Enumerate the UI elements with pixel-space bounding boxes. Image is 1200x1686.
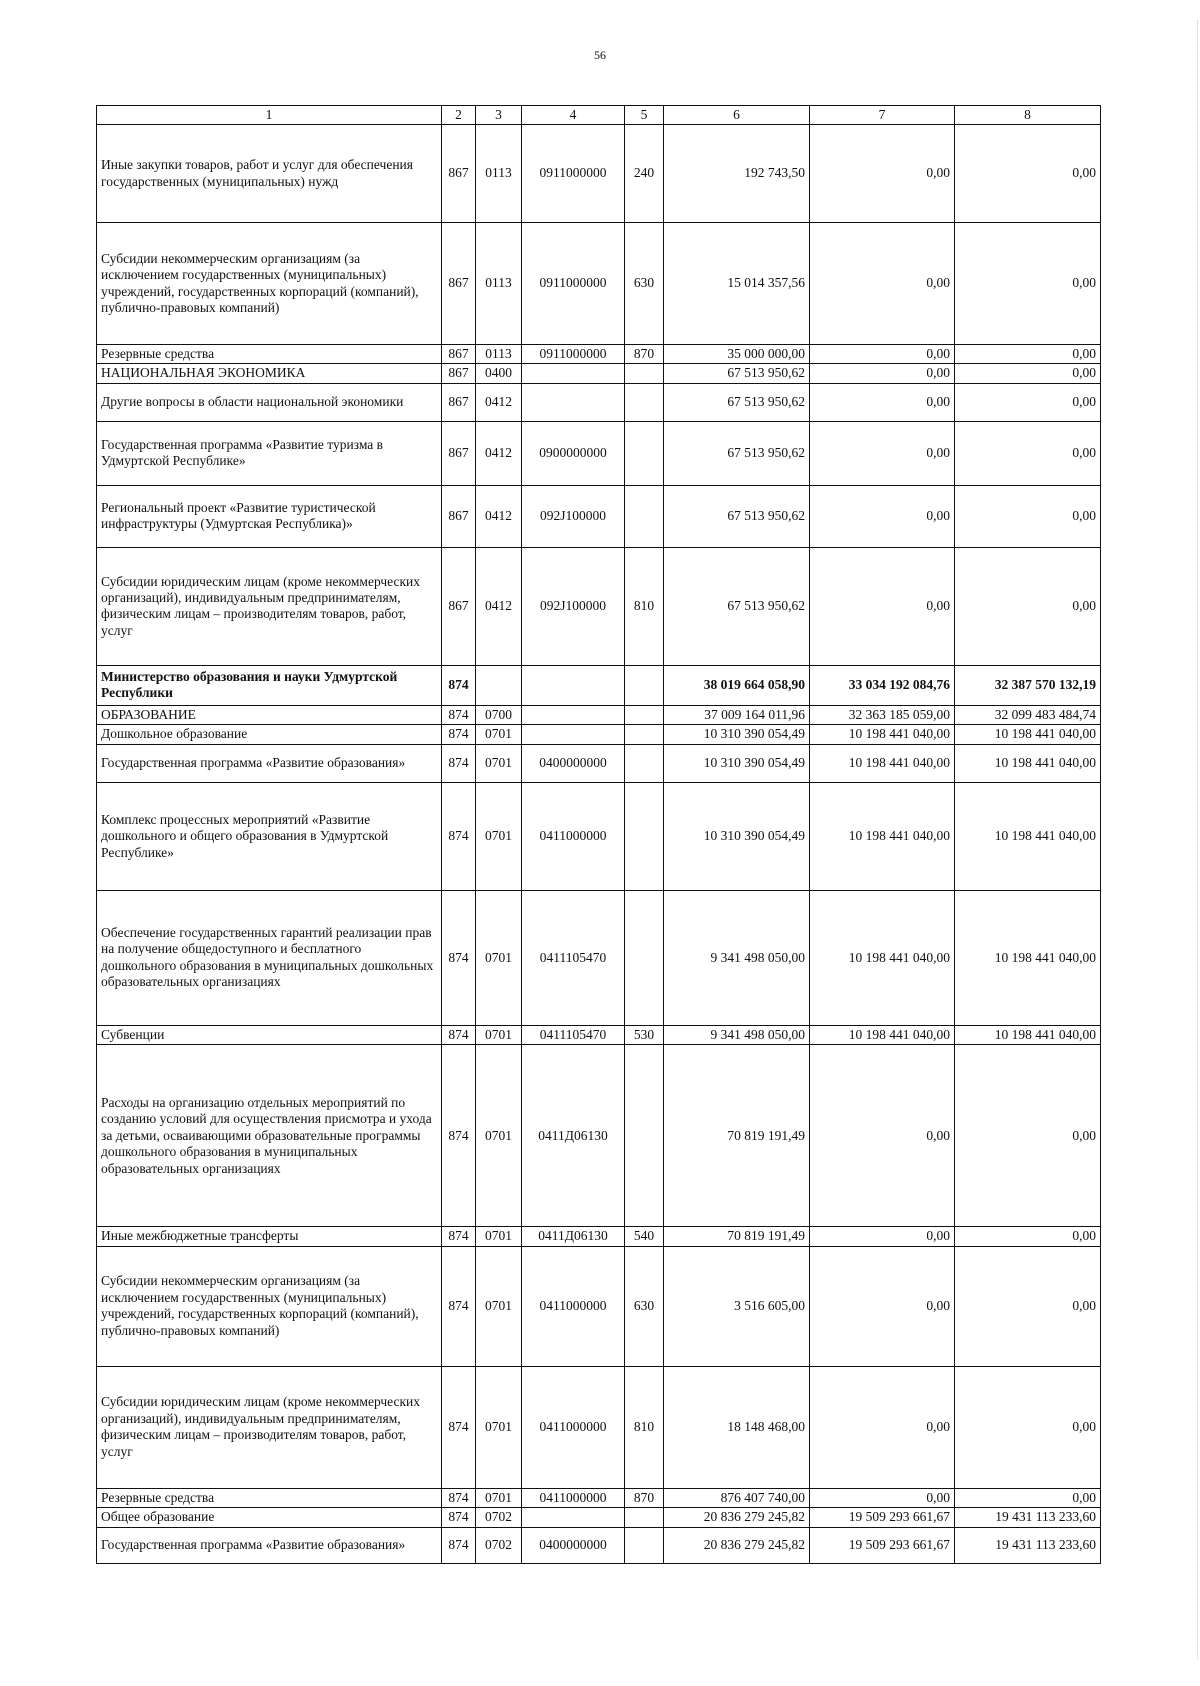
table-row [97,1227,1101,1246]
cell-chapter: 867 [442,547,476,665]
cell-amount-2: 0,00 [810,364,955,383]
cell-amount-2: 10 198 441 040,00 [810,1025,955,1044]
cell-chapter: 867 [442,223,476,345]
cell-amount-2: 0,00 [810,125,955,223]
cell-section: 0701 [476,890,522,1025]
cell-kind [625,782,664,890]
table-row [97,725,1101,744]
column-header: 7 [810,106,955,125]
cell-chapter: 874 [442,1366,476,1488]
cell-chapter: 874 [442,1025,476,1044]
cell-kind [625,383,664,421]
table-row [97,364,1101,383]
cell-amount-1: 15 014 357,56 [664,223,810,345]
cell-chapter: 874 [442,725,476,744]
cell-amount-3: 0,00 [955,547,1101,665]
cell-chapter: 867 [442,485,476,547]
table-row-ministry [97,665,1101,705]
cell-section: 0113 [476,125,522,223]
row-name: Субсидии юридическим лицам (кроме некоммерческих организаций), индивидуальным предпринимателям, физическим лицам – производителям товаров, работ, услуг [97,1366,442,1488]
column-header: 4 [522,106,625,125]
row-name: Другие вопросы в области национальной экономики [97,383,442,421]
cell-section: 0412 [476,485,522,547]
row-name: Субвенции [97,1025,442,1044]
scan-edge-marks [1191,20,1198,1660]
cell-target: 0400000000 [522,1527,625,1563]
cell-amount-1: 35 000 000,00 [664,345,810,364]
cell-section: 0701 [476,1366,522,1488]
cell-chapter: 874 [442,1045,476,1227]
cell-chapter: 874 [442,782,476,890]
table-row [97,383,1101,421]
table-row [97,547,1101,665]
cell-amount-1: 3 516 605,00 [664,1246,810,1366]
cell-target: 0900000000 [522,421,625,485]
cell-kind [625,1045,664,1227]
cell-chapter: 867 [442,364,476,383]
cell-amount-1: 18 148 468,00 [664,1366,810,1488]
cell-section: 0701 [476,1025,522,1044]
cell-amount-2: 0,00 [810,223,955,345]
cell-chapter: 874 [442,1488,476,1507]
cell-amount-2: 0,00 [810,421,955,485]
row-name: Субсидии некоммерческим организациям (за исключением государственных (муниципальных) учреждений, государственных корпораций (компаний), публично-правовых компаний) [97,223,442,345]
cell-chapter: 874 [442,1527,476,1563]
cell-amount-1: 9 341 498 050,00 [664,1025,810,1044]
table-row [97,782,1101,890]
cell-target: 0411Д06130 [522,1227,625,1246]
cell-amount-2: 0,00 [810,547,955,665]
cell-kind [625,890,664,1025]
table-row [97,744,1101,782]
cell-target: 0911000000 [522,125,625,223]
cell-section: 0412 [476,421,522,485]
budget-table [96,105,1101,1564]
row-name: Государственная программа «Развитие образования» [97,1527,442,1563]
cell-amount-1: 20 836 279 245,82 [664,1508,810,1527]
cell-amount-1: 37 009 164 011,96 [664,705,810,724]
row-name: ОБРАЗОВАНИЕ [97,705,442,724]
cell-section: 0700 [476,705,522,724]
row-name: Общее образование [97,1508,442,1527]
cell-amount-2: 32 363 185 059,00 [810,705,955,724]
cell-kind: 240 [625,125,664,223]
cell-section: 0701 [476,782,522,890]
cell-amount-2: 10 198 441 040,00 [810,725,955,744]
table-row [97,485,1101,547]
column-header: 3 [476,106,522,125]
row-name: Министерство образования и науки Удмуртской Республики [97,665,442,705]
table-row [97,345,1101,364]
cell-kind [625,725,664,744]
cell-chapter: 874 [442,1508,476,1527]
cell-kind [625,744,664,782]
cell-target: 0411105470 [522,1025,625,1044]
cell-target [522,1508,625,1527]
cell-amount-3: 0,00 [955,1227,1101,1246]
cell-amount-2: 0,00 [810,1227,955,1246]
cell-section: 0702 [476,1508,522,1527]
cell-amount-2: 19 509 293 661,67 [810,1527,955,1563]
cell-amount-2: 0,00 [810,1366,955,1488]
cell-chapter: 867 [442,125,476,223]
cell-amount-3: 0,00 [955,485,1101,547]
cell-amount-3: 0,00 [955,383,1101,421]
column-header: 1 [97,106,442,125]
cell-chapter: 867 [442,345,476,364]
cell-amount-1: 10 310 390 054,49 [664,744,810,782]
cell-amount-1: 38 019 664 058,90 [664,665,810,705]
cell-kind [625,665,664,705]
cell-section: 0412 [476,547,522,665]
cell-target: 092J100000 [522,547,625,665]
cell-amount-3: 0,00 [955,1045,1101,1227]
cell-section: 0113 [476,223,522,345]
cell-amount-1: 67 513 950,62 [664,383,810,421]
cell-amount-3: 0,00 [955,1246,1101,1366]
cell-section: 0400 [476,364,522,383]
cell-section: 0701 [476,1045,522,1227]
cell-amount-3: 19 431 113 233,60 [955,1527,1101,1563]
cell-kind [625,1527,664,1563]
row-name: Резервные средства [97,1488,442,1507]
cell-kind: 810 [625,547,664,665]
cell-amount-3: 0,00 [955,1488,1101,1507]
column-header: 2 [442,106,476,125]
cell-kind [625,421,664,485]
cell-amount-2: 0,00 [810,1045,955,1227]
row-name: Дошкольное образование [97,725,442,744]
cell-target [522,725,625,744]
cell-amount-2: 10 198 441 040,00 [810,890,955,1025]
table-row [97,1527,1101,1563]
row-name: Иные межбюджетные трансферты [97,1227,442,1246]
row-name: Региональный проект «Развитие туристической инфраструктуры (Удмуртская Республика)» [97,485,442,547]
cell-section: 0701 [476,744,522,782]
cell-amount-3: 10 198 441 040,00 [955,782,1101,890]
cell-section: 0412 [476,383,522,421]
cell-kind [625,364,664,383]
row-name: Субсидии юридическим лицам (кроме некоммерческих организаций), индивидуальным предпринимателям, физическим лицам – производителям товаров, работ, услуг [97,547,442,665]
cell-amount-1: 10 310 390 054,49 [664,782,810,890]
table-row [97,1025,1101,1044]
cell-amount-3: 0,00 [955,125,1101,223]
cell-amount-2: 10 198 441 040,00 [810,744,955,782]
cell-amount-2: 0,00 [810,383,955,421]
cell-target: 0411000000 [522,782,625,890]
cell-kind: 630 [625,1246,664,1366]
cell-amount-3: 32 387 570 132,19 [955,665,1101,705]
cell-target: 0411000000 [522,1246,625,1366]
page-number: 56 [594,48,606,62]
cell-amount-1: 70 819 191,49 [664,1227,810,1246]
cell-chapter: 874 [442,890,476,1025]
cell-amount-1: 67 513 950,62 [664,421,810,485]
table-row [97,1045,1101,1227]
cell-kind: 530 [625,1025,664,1044]
column-header: 6 [664,106,810,125]
cell-amount-3: 0,00 [955,345,1101,364]
column-header: 8 [955,106,1101,125]
cell-amount-1: 10 310 390 054,49 [664,725,810,744]
cell-kind [625,705,664,724]
cell-kind: 630 [625,223,664,345]
table-row [97,705,1101,724]
cell-target: 0911000000 [522,223,625,345]
cell-chapter: 874 [442,705,476,724]
cell-target: 0911000000 [522,345,625,364]
cell-target: 0400000000 [522,744,625,782]
cell-section: 0701 [476,1246,522,1366]
cell-section: 0701 [476,725,522,744]
cell-amount-2: 0,00 [810,1488,955,1507]
cell-amount-1: 67 513 950,62 [664,485,810,547]
cell-section: 0701 [476,1488,522,1507]
cell-target [522,665,625,705]
cell-amount-2: 0,00 [810,485,955,547]
cell-kind: 870 [625,1488,664,1507]
column-header: 5 [625,106,664,125]
cell-amount-3: 0,00 [955,421,1101,485]
cell-amount-1: 9 341 498 050,00 [664,890,810,1025]
cell-amount-1: 20 836 279 245,82 [664,1527,810,1563]
cell-chapter: 867 [442,421,476,485]
cell-amount-3: 19 431 113 233,60 [955,1508,1101,1527]
cell-amount-3: 32 099 483 484,74 [955,705,1101,724]
cell-target [522,364,625,383]
cell-target: 0411Д06130 [522,1045,625,1227]
cell-amount-2: 19 509 293 661,67 [810,1508,955,1527]
cell-kind [625,485,664,547]
cell-kind [625,1508,664,1527]
row-name: Комплекс процессных мероприятий «Развитие дошкольного и общего образования в Удмуртской Республике» [97,782,442,890]
cell-section [476,665,522,705]
cell-amount-2: 33 034 192 084,76 [810,665,955,705]
row-name: Государственная программа «Развитие туризма в Удмуртской Республике» [97,421,442,485]
cell-chapter: 867 [442,383,476,421]
cell-chapter: 874 [442,665,476,705]
cell-section: 0702 [476,1527,522,1563]
row-name: Расходы на организацию отдельных мероприятий по созданию условий для осуществления присмотра и ухода за детьми, осваивающими образовательные программы дошкольного образования в муниципальных образовательных организациях [97,1045,442,1227]
cell-target [522,383,625,421]
table-row [97,1246,1101,1366]
row-name: Обеспечение государственных гарантий реализации прав на получение общедоступного и бесплатного дошкольного образования в муниципальных дошкольных образовательных организациях [97,890,442,1025]
cell-amount-3: 10 198 441 040,00 [955,1025,1101,1044]
cell-section: 0701 [476,1227,522,1246]
table-row [97,1488,1101,1507]
cell-amount-3: 10 198 441 040,00 [955,744,1101,782]
cell-target [522,705,625,724]
cell-amount-1: 192 743,50 [664,125,810,223]
cell-amount-3: 10 198 441 040,00 [955,890,1101,1025]
row-name: НАЦИОНАЛЬНАЯ ЭКОНОМИКА [97,364,442,383]
cell-target: 0411105470 [522,890,625,1025]
cell-kind: 540 [625,1227,664,1246]
cell-amount-3: 10 198 441 040,00 [955,725,1101,744]
cell-amount-3: 0,00 [955,1366,1101,1488]
table-row [97,421,1101,485]
cell-amount-2: 10 198 441 040,00 [810,782,955,890]
cell-amount-1: 67 513 950,62 [664,364,810,383]
row-name: Резервные средства [97,345,442,364]
row-name: Иные закупки товаров, работ и услуг для обеспечения государственных (муниципальных) нужд [97,125,442,223]
cell-target: 092J100000 [522,485,625,547]
cell-amount-2: 0,00 [810,345,955,364]
table-row [97,223,1101,345]
table-row [97,125,1101,223]
row-name: Субсидии некоммерческим организациям (за исключением государственных (муниципальных) учреждений, государственных корпораций (компаний), публично-правовых компаний) [97,1246,442,1366]
cell-amount-2: 0,00 [810,1246,955,1366]
cell-kind: 810 [625,1366,664,1488]
table-header-row [97,106,1101,125]
cell-amount-1: 67 513 950,62 [664,547,810,665]
cell-chapter: 874 [442,744,476,782]
table-row [97,1366,1101,1488]
cell-chapter: 874 [442,1227,476,1246]
cell-section: 0113 [476,345,522,364]
cell-chapter: 874 [442,1246,476,1366]
table-row [97,890,1101,1025]
cell-amount-1: 876 407 740,00 [664,1488,810,1507]
cell-amount-1: 70 819 191,49 [664,1045,810,1227]
table-row [97,1508,1101,1527]
row-name: Государственная программа «Развитие образования» [97,744,442,782]
cell-target: 0411000000 [522,1366,625,1488]
cell-amount-3: 0,00 [955,364,1101,383]
cell-kind: 870 [625,345,664,364]
cell-amount-3: 0,00 [955,223,1101,345]
cell-target: 0411000000 [522,1488,625,1507]
